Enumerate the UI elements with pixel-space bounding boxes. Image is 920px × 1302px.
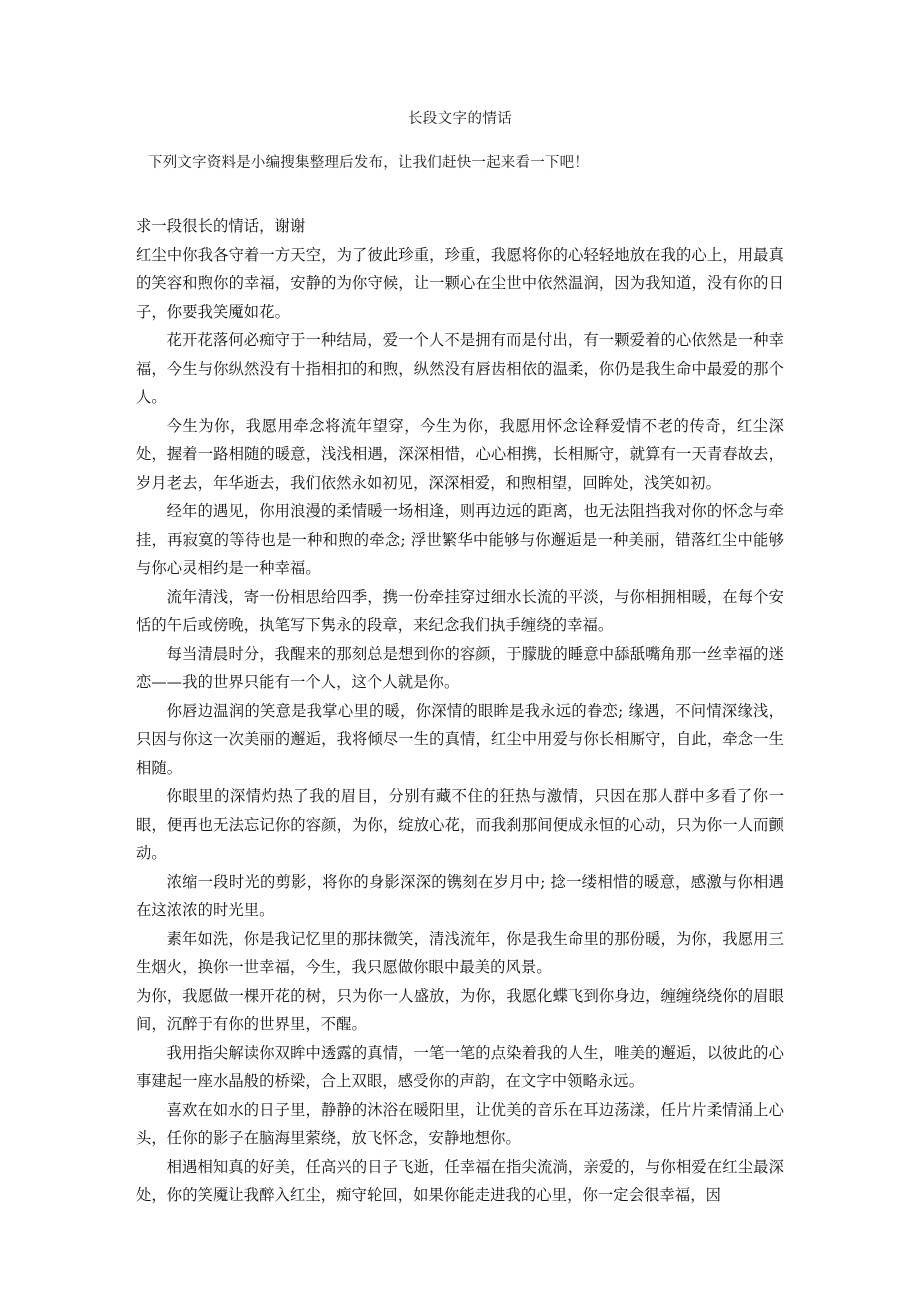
paragraph-list <box>136 212 784 1210</box>
paragraph: 红尘中你我各守着一方天空，为了彼此珍重，珍重，我愿将你的心轻轻地放在我的心上，用最真的笑容和煦你的幸福，安静的为你守候，让一颗心在尘世中依然温润，因为我知道，没有你的日子，你要我笑魇如花。 <box>136 245 784 321</box>
paragraph: 每当清晨时分，我醒来的那刻总是想到你的容颜，于朦胧的睡意中舔舐嘴角那一丝幸福的迷恋——我的世界只能有一个人，这个人就是你。 <box>136 644 784 691</box>
paragraph: 花开花落何必痴守于一种结局，爱一个人不是拥有而是付出，有一颗爱着的心依然是一种幸福，今生与你纵然没有十指相扣的和煦，纵然没有唇齿相依的温柔，你仍是我生命中最爱的那个人。 <box>136 331 784 406</box>
paragraph: 喜欢在如水的日子里，静静的沐浴在暖阳里，让优美的音乐在耳边荡漾，任片片柔情涌上心头，任你的影子在脑海里萦绕，放飞怀念，安静地想你。 <box>136 1100 784 1147</box>
intro-note: 下列文字资料是小编搜集整理后发布，让我们赶快一起来看一下吧！ <box>148 155 589 171</box>
page-title: 长段文字的情话 <box>407 111 513 127</box>
paragraph: 素年如洗，你是我记忆里的那抹微笑，清浅流年，你是我生命里的那份暖，为你，我愿用三生烟火，换你一世幸福，今生，我只愿做你眼中最美的风景。 <box>136 929 784 976</box>
paragraph: 经年的遇见，你用浪漫的柔情暖一场相逢，则再边远的距离，也无法阻挡我对你的怀念与牵挂，再寂寞的等待也是一种和煦的牵念; 浮世繁华中能够与你邂逅是一种美丽，错落红尘中能够与你心灵相约是一种幸福。 <box>136 502 784 577</box>
paragraph: 我用指尖解读你双眸中透露的真情，一笔一笔的点染着我的人生，唯美的邂逅，以彼此的心事建起一座水晶般的桥梁，合上双眼，感受你的声韵，在文字中领略永远。 <box>136 1043 784 1090</box>
paragraph: 你眼里的深情灼热了我的眉目，分别有藏不住的狂热与激情，只因在那人群中多看了你一眼，便再也无法忘记你的容颜，为你，绽放心花，而我刹那间便成永恒的心动，只为你一人而颤动。 <box>136 787 784 862</box>
paragraph: 为你，我愿做一棵开花的树，只为你一人盛放，为你，我愿化蝶飞到你身边，缠缠绕绕你的眉眼间，沉醉于有你的世界里，不醒。 <box>136 986 784 1033</box>
paragraph: 相遇相知真的好美，任高兴的日子飞逝，任幸福在指尖流淌，亲爱的，与你相爱在红尘最深处，你的笑魇让我醉入红尘，痴守轮回，如果你能走进我的心里，你一定会很幸福，因 <box>136 1157 784 1204</box>
document-body <box>136 108 784 1210</box>
paragraph: 今生为你，我愿用牵念将流年望穿，今生为你，我愿用怀念诠释爱情不老的传奇，红尘深处，握着一路相随的暖意，浅浅相遇，深深相惜，心心相携，长相厮守，就算有一天青春故去，岁月老去，年华逝去，我们依然永如初见，深深相爱，和煦相望，回眸处，浅笑如初。 <box>136 416 784 492</box>
paragraph: 你唇边温润的笑意是我掌心里的暖，你深情的眼眸是我永远的眷恋; 缘遇，不问情深缘浅，只因与你这一次美丽的邂逅，我将倾尽一生的真情，红尘中用爱与你长相厮守，自此，牵念一生相随。 <box>136 701 784 777</box>
paragraph: 流年清浅，寄一份相思给四季，携一份牵挂穿过细水长流的平淡，与你相拥相暖，在每个安恬的午后或傍晚，执笔写下隽永的段章，来纪念我们执手缠绕的幸福。 <box>136 587 784 634</box>
paragraph: 浓缩一段时光的剪影，将你的身影深深的镌刻在岁月中; 捻一缕相惜的暖意，感激与你相遇在这浓浓的时光里。 <box>136 872 784 919</box>
paragraph: 求一段很长的情话，谢谢 <box>136 217 306 235</box>
